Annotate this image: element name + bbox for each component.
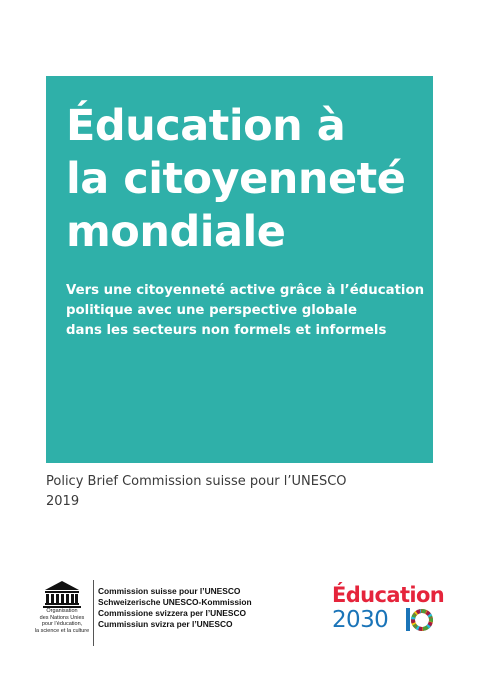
series-label: Policy Brief Commission suisse pour l’UNESCO [46,474,347,489]
commission-line: Cummissiun svizra per l’UNESCO [98,619,233,629]
cover-title-line: mondiale [66,207,286,257]
unesco-divider [93,580,94,646]
cover-title-line: la citoyenneté [66,154,406,204]
commission-line: Commissione svizzera per l’UNESCO [98,608,247,618]
cover-subtitle-line: Vers une citoyenneté active grâce à l’éducation [66,283,425,298]
education-2030-logo [332,582,445,638]
sdg-wheel-icon [411,609,433,631]
unesco-org-name [32,608,92,634]
unesco-org-line: Organisation [46,608,78,614]
series-info [46,472,347,512]
cover-title [66,100,426,259]
commission-line: Commission suisse pour l’UNESCO [98,586,241,596]
cover-title-line: Éducation à [66,101,346,151]
cover-subtitle [66,281,426,341]
unesco-org-line: la science et la culture [34,627,90,634]
commission-line: Schweizerische UNESCO-Kommission [98,597,252,607]
education-year: 2030 [332,607,389,633]
commission-names [98,586,252,630]
cover-box [46,76,433,463]
education-bar [406,608,410,631]
unesco-org-line: des Nations Unies [39,614,85,621]
cover-subtitle-line: politique avec une perspective globale [66,303,357,318]
series-year: 2019 [46,494,80,509]
cover-subtitle-line: dans les secteurs non formels et informels [66,323,387,338]
unesco-org-line: pour l’éducation, [41,621,83,627]
education-word: Éducation [332,583,445,607]
